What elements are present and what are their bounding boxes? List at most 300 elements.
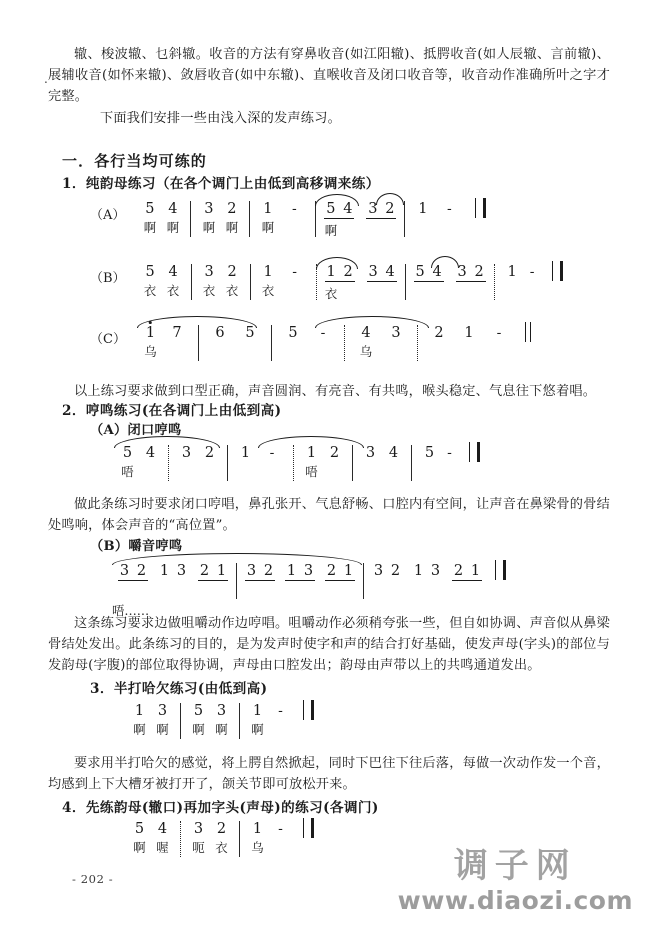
note-lyric xyxy=(269,720,292,739)
note-number: 3 xyxy=(303,563,314,579)
note-number: 1 xyxy=(240,445,251,461)
note-number: 1 xyxy=(418,201,428,217)
note xyxy=(424,325,454,361)
note-number: 3 xyxy=(365,445,376,461)
note-lyric: 啊 xyxy=(143,220,157,235)
note xyxy=(365,264,382,300)
note-lyric xyxy=(257,462,287,481)
note xyxy=(370,563,387,599)
note xyxy=(351,325,381,361)
note xyxy=(139,445,162,481)
note-number: 4 xyxy=(168,264,178,280)
note-number: 5 xyxy=(145,201,155,217)
section-title-wrap xyxy=(62,150,624,171)
note xyxy=(269,821,292,857)
measure xyxy=(363,563,490,599)
note xyxy=(128,821,151,857)
watermark xyxy=(398,846,633,916)
staff-a xyxy=(90,198,652,237)
note-number: 4 xyxy=(343,201,353,217)
measure xyxy=(227,445,293,481)
note xyxy=(139,325,162,361)
note xyxy=(387,563,404,599)
note-lyric xyxy=(162,342,192,361)
note-number: 5 xyxy=(415,264,425,280)
watermark-url: www.diaozi.com xyxy=(397,886,633,915)
note-number: 3 xyxy=(204,201,214,217)
note xyxy=(221,264,244,300)
note-number: 1 xyxy=(464,325,474,341)
note-number: 1 xyxy=(159,563,170,579)
measure xyxy=(190,201,249,237)
item2-note-a-wrap xyxy=(48,494,610,536)
note-lyric xyxy=(382,462,405,481)
note-number: 3 xyxy=(368,264,378,280)
note xyxy=(454,325,484,361)
page-number: - 202 - xyxy=(72,872,114,886)
note-number: 1 xyxy=(326,264,336,280)
note-number: 2 xyxy=(136,563,147,579)
note-lyric xyxy=(387,580,404,599)
note xyxy=(116,445,139,481)
note xyxy=(364,201,381,237)
note xyxy=(257,264,280,300)
note-number: - xyxy=(320,325,326,341)
note xyxy=(138,201,161,237)
item2-sub-b-wrap xyxy=(90,535,652,554)
note xyxy=(278,325,308,361)
beamed-pair xyxy=(283,563,317,599)
note-number: 4 xyxy=(168,201,178,217)
beamed-pair xyxy=(364,201,398,237)
note xyxy=(323,445,346,481)
note-lyric xyxy=(471,284,488,303)
note-lyric: 啊 xyxy=(192,722,205,737)
note-lyric: 衣 xyxy=(225,283,239,298)
measure xyxy=(168,445,227,481)
note xyxy=(427,563,444,599)
beamed-pair xyxy=(243,563,277,599)
intro-paragraph-2: 下面我们安排一些由浅入深的发声练习。 xyxy=(100,111,341,126)
note-number: 2 xyxy=(199,563,210,579)
intro-paragraph-1-wrap xyxy=(48,44,610,107)
note-number: 2 xyxy=(343,264,353,280)
score-c xyxy=(90,322,652,361)
note-lyric: 啊 xyxy=(225,220,239,235)
staff-c xyxy=(90,322,652,361)
note-lyric: 啊 xyxy=(133,722,146,737)
note-lyric: 喔 xyxy=(156,840,169,855)
note xyxy=(187,703,210,739)
end-barline xyxy=(495,560,506,580)
item2-note-a: 做此条练习时要求闭口哼唱，鼻孔张开、气息舒畅、口腔内有空间，让声音在鼻梁骨的骨结处鸣响，体会声音的“高位置”。 xyxy=(48,497,610,533)
staff-final-measures xyxy=(122,821,298,857)
measure xyxy=(494,264,547,300)
note xyxy=(246,821,269,857)
note xyxy=(381,325,411,361)
note-lyric xyxy=(370,580,387,599)
note-lyric xyxy=(427,580,444,599)
note-number: 2 xyxy=(385,201,395,217)
note-lyric xyxy=(173,580,190,599)
note-number: 1 xyxy=(286,563,297,579)
staff-a-label: （A） xyxy=(90,208,126,223)
note-number: - xyxy=(496,325,502,341)
end-barline xyxy=(303,700,314,720)
note xyxy=(128,703,151,739)
note-lyric xyxy=(279,218,309,237)
score-b xyxy=(90,261,652,300)
note xyxy=(133,563,150,599)
note-lyric xyxy=(434,218,464,237)
measure xyxy=(132,201,190,237)
note-lyric xyxy=(205,342,235,361)
note-number: 1 xyxy=(263,264,273,280)
beamed-pair xyxy=(450,563,484,599)
note-lyric xyxy=(501,281,524,300)
section-title: 一．各行当均可练的 xyxy=(62,152,207,170)
note xyxy=(161,201,184,237)
note-number: 2 xyxy=(227,201,237,217)
item4-title: 4．先练韵母(辙口)再加字头(声母)的练习(各调门) xyxy=(62,800,379,816)
note-lyric xyxy=(412,284,429,303)
note-number: - xyxy=(269,445,275,461)
note-lyric xyxy=(243,583,260,602)
note-lyric: 唔 xyxy=(121,464,134,479)
note xyxy=(151,703,174,739)
note-number: 2 xyxy=(434,325,444,341)
note xyxy=(411,201,434,237)
beamed-pair xyxy=(454,264,488,300)
beamed-pair xyxy=(412,264,446,300)
note-lyric xyxy=(198,462,221,481)
note-number: 1 xyxy=(252,703,263,719)
note-number: 5 xyxy=(122,445,133,461)
item2-sub-a-wrap xyxy=(90,419,652,438)
note xyxy=(246,703,269,739)
note-lyric xyxy=(156,580,173,599)
note-lyric xyxy=(323,583,340,602)
note xyxy=(280,264,310,300)
note-lyric: 衣 xyxy=(324,286,338,301)
note-number: 5 xyxy=(288,325,298,341)
note-lyric xyxy=(196,583,213,602)
note-lyric xyxy=(454,342,484,361)
note-number: 3 xyxy=(216,703,227,719)
note xyxy=(381,201,398,237)
item1-title: 1．纯韵母练习（在各个调门上由低到高移调来练） xyxy=(62,176,380,192)
note-lyric xyxy=(365,284,382,303)
note xyxy=(434,201,464,237)
note xyxy=(429,264,446,300)
note-lyric xyxy=(364,221,381,240)
note-lyric: 衣 xyxy=(261,283,275,298)
measure xyxy=(315,201,404,237)
note-number: - xyxy=(529,264,535,280)
measure xyxy=(344,325,417,361)
note-number: 2 xyxy=(390,563,401,579)
note-lyric xyxy=(323,462,346,481)
item2-title: 2．哼鸣练习(在各调门上由低到高) xyxy=(62,403,282,419)
measure xyxy=(239,821,298,857)
note-lyric xyxy=(213,583,230,602)
note-lyric xyxy=(450,583,467,602)
note-number: 2 xyxy=(453,563,464,579)
staff-c-measures xyxy=(133,325,520,361)
note-lyric: 衣 xyxy=(202,283,216,298)
note xyxy=(257,445,287,481)
staff-b xyxy=(90,261,652,300)
note xyxy=(283,563,300,599)
beamed-pair xyxy=(196,563,230,599)
scan-artifact-dot: . xyxy=(44,72,48,86)
note xyxy=(197,201,220,237)
note-lyric: 乌 xyxy=(144,344,157,359)
note-lyric xyxy=(300,583,317,602)
staff-yawn xyxy=(122,700,655,739)
note xyxy=(418,445,441,481)
staff-hum-a-measures xyxy=(110,445,464,481)
staff-hum-a xyxy=(110,442,655,481)
item3-note: 要求用半打哈欠的感觉，将上腭自然掀起，同时下巴往下往后落，每做一次动作发一个音，均感到上下大槽牙被打开了，颌关节即可放松开来。 xyxy=(48,756,610,792)
note xyxy=(151,821,174,857)
note-number: 1 xyxy=(263,201,273,217)
note xyxy=(235,325,265,361)
note-lyric xyxy=(411,218,434,237)
note-number: 4 xyxy=(388,445,399,461)
note xyxy=(382,445,405,481)
note xyxy=(524,264,541,300)
note-lyric xyxy=(382,284,399,303)
note-number: - xyxy=(278,821,283,837)
note-number: 4 xyxy=(361,325,371,341)
note xyxy=(340,563,357,599)
note-number: 7 xyxy=(172,325,182,341)
note-lyric xyxy=(381,342,411,361)
item2-note-b: 这条练习要求边做咀嚼动作边哼唱。咀嚼动作必须稍夸张一些，但自如协调、声音似从鼻梁骨结处发出。此条练习的目的，是为发声时使字和声的结合打好基础，使发声母(字头)的部位与发韵母(字腹)的部位取得协调，声母由口腔发出；韵母由声带以上的共鸣通道发出。 xyxy=(48,616,610,673)
note-number: 5 xyxy=(134,821,145,837)
note xyxy=(198,264,221,300)
note-number: 1 xyxy=(470,563,481,579)
note-lyric xyxy=(339,221,356,240)
note-lyric xyxy=(484,342,514,361)
note-number: 2 xyxy=(227,264,237,280)
measure xyxy=(110,563,236,599)
note xyxy=(139,264,162,300)
staff-b-measures xyxy=(133,264,547,300)
note-lyric: 乌 xyxy=(251,840,264,855)
note-number: - xyxy=(292,264,297,280)
note-lyric xyxy=(418,462,441,481)
measure xyxy=(250,264,316,300)
staff-hum-b-measures xyxy=(110,563,490,599)
note xyxy=(173,563,190,599)
measure xyxy=(236,563,363,599)
note-number: 3 xyxy=(176,563,187,579)
note xyxy=(467,563,484,599)
measure xyxy=(271,325,344,361)
item2-sub-a: （A）闭口哼鸣 xyxy=(90,423,182,438)
note xyxy=(340,264,357,300)
note xyxy=(359,445,382,481)
note-number: 1 xyxy=(413,563,424,579)
note xyxy=(339,201,356,237)
measure xyxy=(249,201,315,237)
note xyxy=(162,325,192,361)
score-hum-b xyxy=(110,560,655,619)
note xyxy=(322,201,339,237)
note xyxy=(243,563,260,599)
score-yawn xyxy=(122,700,655,739)
note-lyric xyxy=(278,342,308,361)
note-number: 3 xyxy=(119,563,130,579)
note-lyric xyxy=(359,462,382,481)
note-lyric: 啊 xyxy=(166,220,180,235)
measure xyxy=(239,703,298,739)
note-number: 1 xyxy=(343,563,354,579)
measure xyxy=(405,264,494,300)
staff-b-label: （B） xyxy=(90,271,126,286)
note xyxy=(450,563,467,599)
note-lyric: 呃 xyxy=(192,840,205,855)
note-lyric xyxy=(308,342,338,361)
measure xyxy=(404,201,470,237)
note-lyric xyxy=(116,583,133,602)
note-number: 3 xyxy=(193,821,204,837)
note-number: 3 xyxy=(368,201,378,217)
note-lyric: 啊 xyxy=(156,722,169,737)
item2-sub-b: （B）嚼音哼鸣 xyxy=(90,539,183,554)
note-number: 2 xyxy=(216,821,227,837)
end-barline xyxy=(552,261,563,281)
score-a xyxy=(90,198,652,237)
measure xyxy=(417,325,520,361)
note-number: 2 xyxy=(329,445,340,461)
watermark-site-name: 调子网 xyxy=(453,846,577,886)
note-lyric xyxy=(283,583,300,602)
note-lyric xyxy=(424,342,454,361)
note xyxy=(198,445,221,481)
note-number: 1 xyxy=(145,325,156,341)
note-number: 4 xyxy=(145,445,156,461)
note-lyric xyxy=(260,583,277,602)
item2-title-wrap xyxy=(62,399,624,419)
hum-b-lyric: 唔…… xyxy=(112,603,150,618)
note-number: 1 xyxy=(252,821,263,837)
note-lyric: 乌 xyxy=(359,344,373,359)
note-number: 5 xyxy=(193,703,204,719)
note xyxy=(213,563,230,599)
measure xyxy=(411,445,464,481)
score-hum-a xyxy=(110,442,655,481)
note-lyric xyxy=(340,284,357,303)
note-number: 6 xyxy=(215,325,225,341)
measure xyxy=(293,445,352,481)
note-number: 1 xyxy=(216,563,227,579)
note xyxy=(412,264,429,300)
note-lyric xyxy=(454,284,471,303)
note-number: 2 xyxy=(263,563,274,579)
note xyxy=(210,703,233,739)
note-number: 4 xyxy=(157,821,168,837)
beamed-pair xyxy=(323,264,357,300)
note-number: 5 xyxy=(326,201,336,217)
note-number: 3 xyxy=(373,563,384,579)
note xyxy=(196,563,213,599)
note-lyric xyxy=(269,838,292,857)
note-lyric xyxy=(441,462,458,481)
note xyxy=(210,821,233,857)
measure xyxy=(180,821,239,857)
item3-title: 3．半打哈欠练习(由低到高) xyxy=(90,681,268,697)
item1-title-wrap xyxy=(62,172,624,192)
note-number: 5 xyxy=(245,325,255,341)
measure xyxy=(352,445,411,481)
note-lyric: 啊 xyxy=(261,220,275,235)
note-number: 5 xyxy=(145,264,155,280)
note-number: 3 xyxy=(457,264,467,280)
note-lyric: 啊 xyxy=(251,722,264,737)
note-number: 3 xyxy=(181,445,192,461)
note-lyric: 啊 xyxy=(215,722,228,737)
item3-title-wrap xyxy=(90,677,652,697)
staff-c-label: （C） xyxy=(90,332,126,347)
note-lyric: 衣 xyxy=(166,283,180,298)
note xyxy=(162,264,185,300)
note xyxy=(300,445,323,481)
measure xyxy=(191,264,250,300)
end-barline xyxy=(525,322,531,342)
note-number: 1 xyxy=(507,264,517,280)
note-lyric xyxy=(139,462,162,481)
measure xyxy=(316,264,405,300)
end-barline xyxy=(475,198,486,218)
note xyxy=(501,264,524,300)
beamed-pair xyxy=(116,563,150,599)
item2-note-b-wrap xyxy=(48,613,610,676)
note-number: - xyxy=(278,703,283,719)
intro-paragraph-1: 辙、梭波辙、乜斜辙。收音的方法有穿鼻收音(如江阳辙)、抵腭收音(如人辰辙、言前辙)、展辅收音(如怀来辙)、敛唇收音(如中东辙)、直喉收音及闭口收音等，收音动作准确所叶之字才完整。 xyxy=(48,47,610,104)
note xyxy=(323,563,340,599)
note-lyric: 啊 xyxy=(133,840,146,855)
note-lyric xyxy=(235,342,265,361)
note-lyric xyxy=(381,221,398,240)
end-barline xyxy=(303,818,314,838)
note-lyric: 啊 xyxy=(202,220,216,235)
note xyxy=(156,563,173,599)
note xyxy=(454,264,471,300)
note xyxy=(441,445,458,481)
note xyxy=(382,264,399,300)
note-number: 4 xyxy=(432,264,442,280)
note xyxy=(256,201,279,237)
note-lyric xyxy=(280,281,310,300)
note-number: - xyxy=(447,445,452,461)
note-number: 3 xyxy=(157,703,168,719)
item1-note: 以上练习要求做到口型正确，声音圆润、有亮音、有共鸣，喉头稳定、气息往下悠着唱。 xyxy=(74,384,597,399)
note xyxy=(175,445,198,481)
note xyxy=(484,325,514,361)
note xyxy=(220,201,243,237)
note xyxy=(260,563,277,599)
intro-paragraph-2-wrap xyxy=(48,108,610,129)
note-lyric: 啊 xyxy=(324,223,338,238)
note-number: 1 xyxy=(306,445,317,461)
item4-title-wrap xyxy=(62,796,624,816)
note xyxy=(234,445,257,481)
staff-yawn-measures xyxy=(122,703,298,739)
measure xyxy=(180,703,239,739)
